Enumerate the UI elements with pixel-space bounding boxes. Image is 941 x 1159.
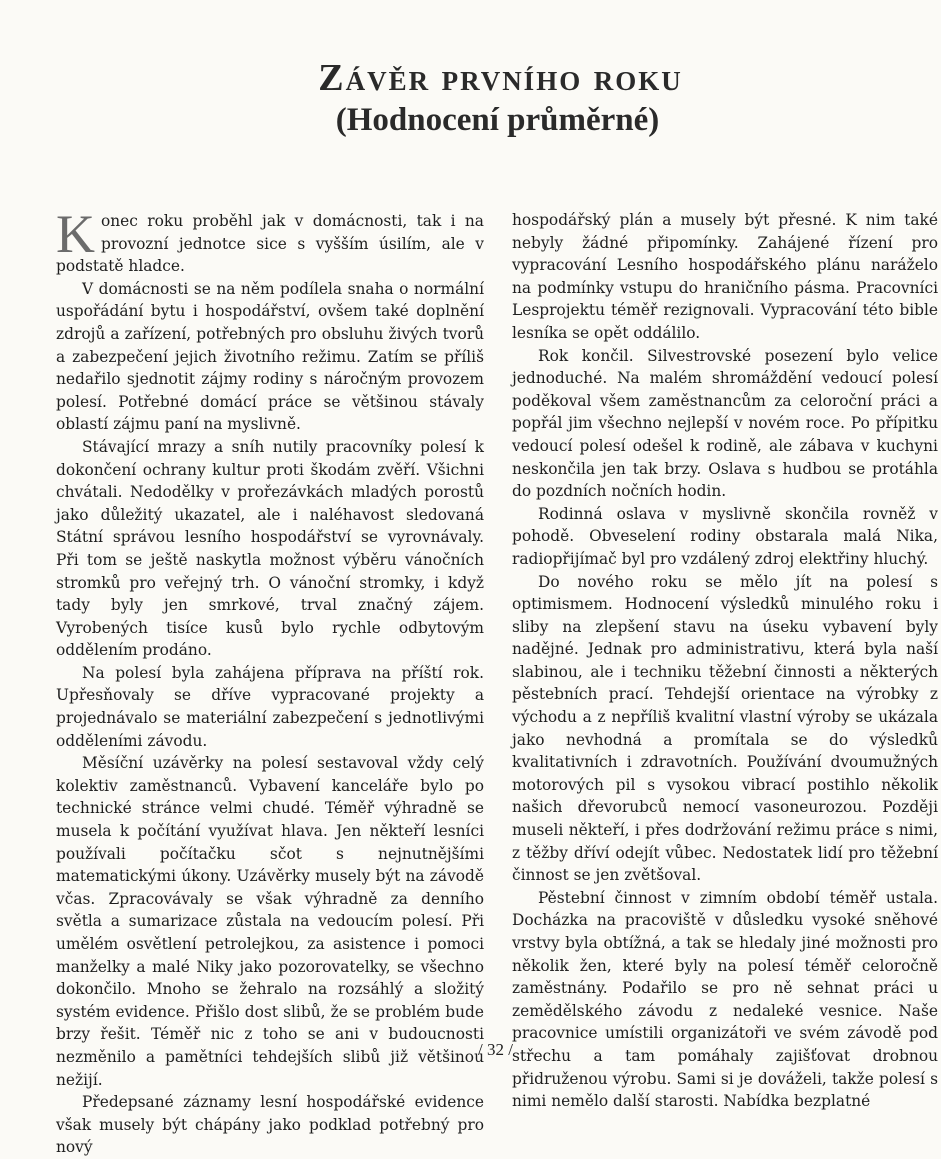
- paragraph: Předepsané záznamy lesní hospodářské evidence však musely být chápány jako podklad potřebný pro nový: [56, 1093, 484, 1157]
- drop-cap: K: [56, 204, 95, 264]
- paragraph-continuation: hospodářský plán a musely být přesné. K nim také nebyly žádné připomínky. Zahájené řízení pro vypracování Lesního hospodářského plánu naráželo na podmínky vstupu do hraničního pásma. Pracovníci Lesprojektu téměř rezignovali. Vypracování této bible lesníka se opět oddálilo.: [512, 211, 938, 342]
- chapter-title: Závěr prvního roku: [318, 57, 683, 99]
- paragraph: V domácnosti se na něm podílela snaha o normální uspořádání bytu i hospodářství, ovšem také doplnění zdrojů a zařízení, potřebných pro obsluhu živých tvorů a zabezpečení jejich životního režimu. Zatím se příliš nedařilo sjednotit zájmy rodiny s náročným provozem polesí. Potřebné domácí práce se většinou stávaly oblastí zájmu paní na myslivně.: [56, 279, 484, 434]
- chapter-subtitle: (Hodnocení průměrné): [335, 102, 660, 138]
- paragraph: Pěstební činnost v zimním období téměř ustala. Docházka na pracoviště v důsledku vysoké sněhové vrstvy byla obtížná, a tak se hledaly jiné možnosti pro několik žen, které byly na polesí téměř celoročně zaměstnány. Podařilo se pro ně sehnat práci u zemědělského závodu z nedaleké vesnice. Naše pracovnice umístili organizátoři ve svém závodě pod střechu a tam pomáhaly zajišťovat drobnou přidruženou výrobu. Sami si je dováželi, takže polesí s nimi nemělo další starosti. Nabídka bezplatné: [512, 888, 938, 1111]
- right-column: [512, 209, 938, 1113]
- left-column: [56, 204, 484, 1159]
- paragraph: Do nového roku se mělo jít na polesí s optimismem. Hodnocení výsledků minulého roku i sliby na zlepšení stavu na úseku vybavení byly nadějné. Jednak pro administrativu, která byla naší slabinou, ale i techniku těžební činnosti a některých pěstebních prací. Tehdejší orientace na výrobky z východu a z nepříliš kvalitní vlastní výroby se ukázala jako nevhodná a promítala se do výsledků kvalitativních i zdravotních. Používání dvoumužných motorových pil s vysokou vibrací postihlo několik našich dřevorubců nemocí vasoneurozou. Později museli někteří, i přes dodržování režimu práce s nimi, z těžby dříví odejít vůbec. Nedostatek lidí pro těžební činnost se jen zvětšoval.: [512, 572, 938, 885]
- paragraph: Rodinná oslava v myslivně skončila rovněž v pohodě. Obveselení rodiny obstarala malá Nika, radiopřijímač byl pro vzdálený zdroj elektřiny hluchý.: [512, 504, 938, 568]
- paragraph: Na polesí byla zahájena příprava na příští rok. Upřesňovaly se dříve vypracované projekty a projednávalo se materiální zabezpečení s jednotlivými odděleními závodu.: [56, 663, 484, 750]
- paragraph: Měsíční uzávěrky na polesí sestavoval vždy celý kolektiv zaměstnanců. Vybavení kanceláře bylo po technické stránce velmi chudé. Téměř výhradně se musela k počítání využívat hlava. Jen někteří lesníci používali počítačku sčot s nejnutnějšími matematickými úkony. Uzávěrky musely být na závodě včas. Zpracovávaly se však výhradně za denního světla a sumarizace zůstala na vedoucím polesí. Při umělém osvětlení petrolejkou, za asistence i pomoci manželky a malé Niky jako pozorovatelky, se všechno dokončilo. Mnoho se žehralo na rozsáhlý a složitý systém evidence. Přišlo dost slibů, že se problém bude brzy řešit. Téměř nic z toho se ani v budoucnosti nezměnilo a pamětníci tehdejších slibů již většinou nežijí.: [56, 754, 484, 1089]
- page-number: / 32 /: [478, 1040, 513, 1059]
- chapter-heading: [0, 56, 941, 140]
- paragraph: Stávající mrazy a sníh nutily pracovníky polesí k dokončení ochrany kultur proti škodám zvěří. Všichni chvátali. Nedodělky v prořezávkách mladých porostů jako důležitý ukazatel, ale i naléhavost sledovaná Státní správou lesního hospodářství se vyrovnávaly. Při tom se ještě naskytla možnost výběru vánočních stromků pro veřejný trh. O vánoční stromky, i když tady byly jen smrkové, trval značný zájem. Vyrobených tisíce kusů bylo rychle odbytovým oddělením prodáno.: [56, 437, 484, 660]
- paragraph-text: onec roku proběhl jak v domácnosti, tak i na provozní jednotce sice s vyšším úsilím, ale v podstatě hladce.: [56, 212, 484, 276]
- paragraph: Rok končil. Silvestrovské posezení bylo velice jednoduché. Na malém shromáždění vedoucí polesí poděkoval všem zaměstnancům za celoroční práci a popřál jim všechno nejlepší v novém roce. Po přípitku vedoucí polesí odešel k rodině, ale zábava v kuchyni neskončila jen tak brzy. Oslava s hudbou se protáhla do pozdních nočních hodin.: [512, 346, 938, 501]
- paragraph: [56, 204, 484, 278]
